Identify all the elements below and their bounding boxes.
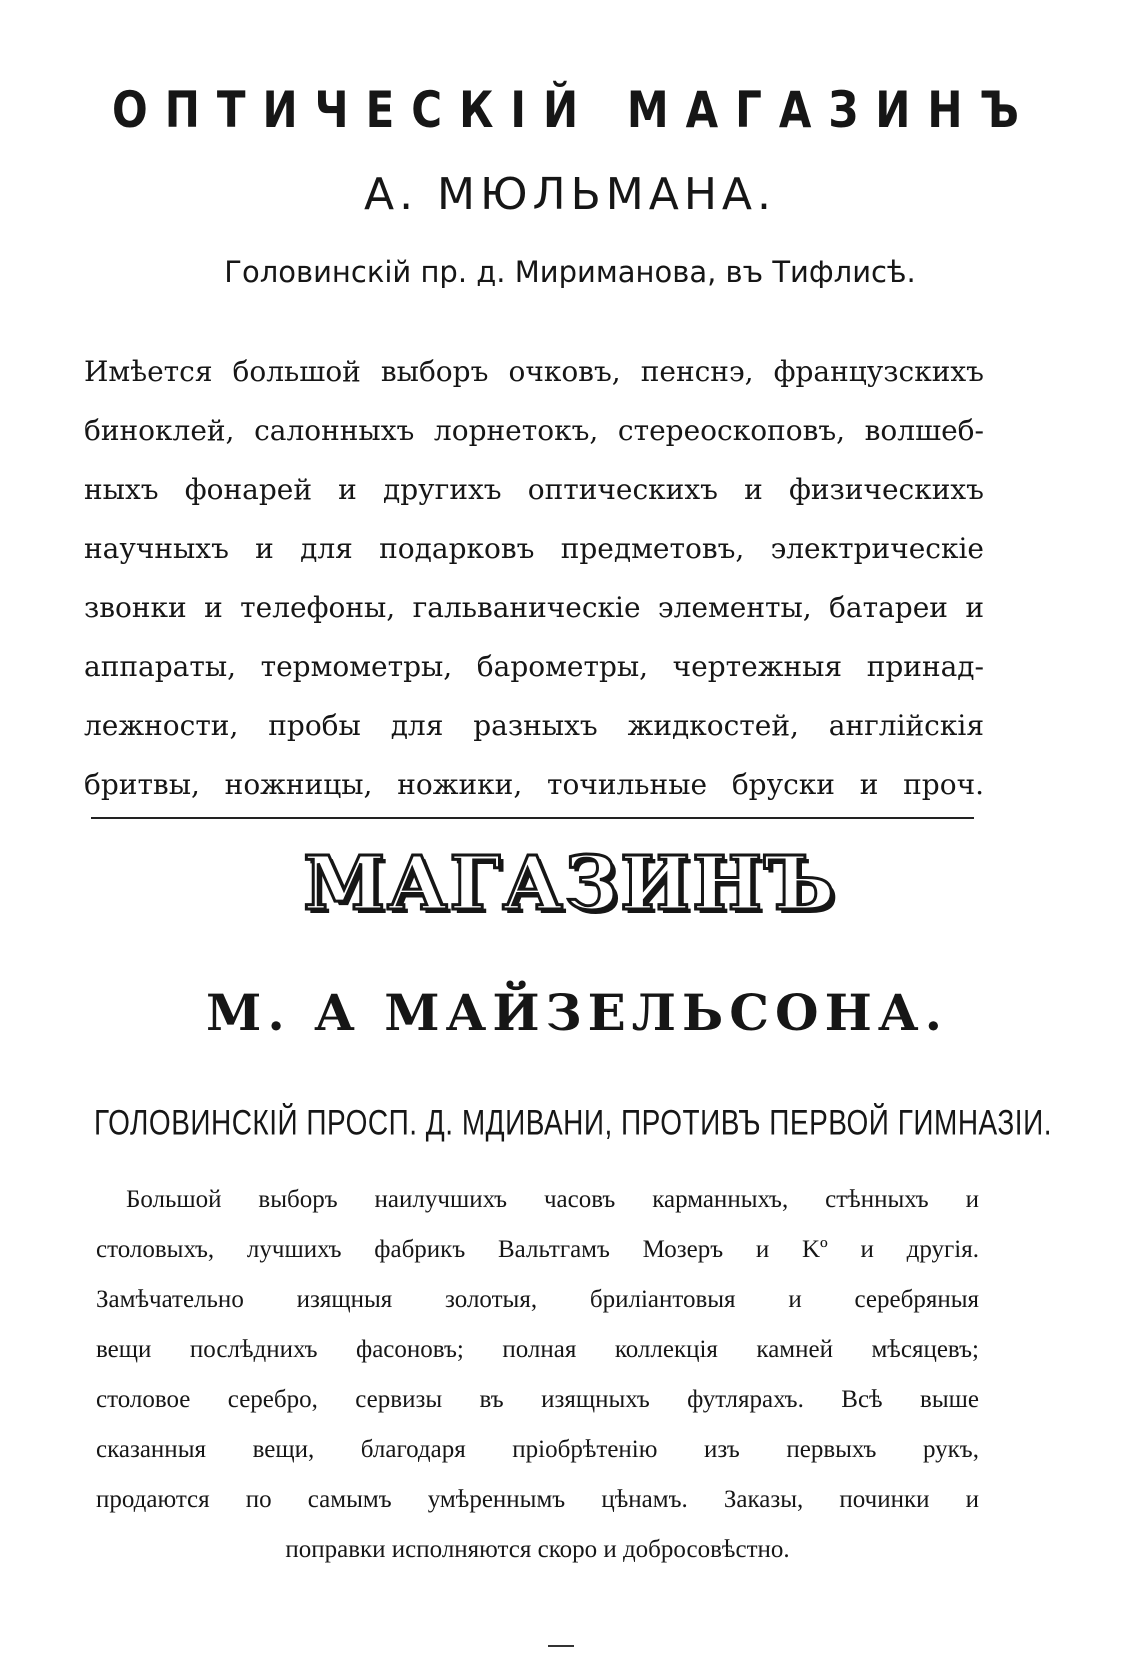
description-line: аппараты, термометры, барометры, чертежныя принад- xyxy=(84,650,984,683)
description-line: Замѣчательно изящныя золотыя, бриліантовыя и серебряныя xyxy=(96,1286,979,1313)
description-line: биноклей, салонныхъ лорнетокъ, стереоскоповъ, волшеб- xyxy=(84,414,984,447)
description-line: Большой выборъ наилучшихъ часовъ карманныхъ, стѣнныхъ и xyxy=(126,1186,979,1213)
section-divider xyxy=(91,817,974,819)
description-line: столовое серебро, сервизы въ изящныхъ футлярахъ. Всѣ выше xyxy=(96,1386,979,1413)
description-line: ныхъ фонарей и другихъ оптическихъ и физическихъ xyxy=(84,473,984,506)
description-line: вещи послѣднихъ фасоновъ; полная коллекція камней мѣсяцевъ; xyxy=(96,1336,979,1363)
description-line: продаются по самымъ умѣреннымъ цѣнамъ. Заказы, починки и xyxy=(96,1486,979,1513)
optical-shop-owner: А. МЮЛЬМАНА. xyxy=(363,169,777,220)
description-line: лежности, пробы для разныхъ жидкостей, англійскія xyxy=(84,709,984,742)
store-address: ГОЛОВИНСКІЙ ПРОСП. Д. МДИВАНИ, ПРОТИВЪ ПЕРВОЙ ГИМНАЗІИ. xyxy=(93,1103,1052,1142)
description-line: поправки исполняются скоро и добросовѣстно. xyxy=(285,1536,790,1563)
page-bottom-mark xyxy=(548,1645,574,1647)
store-heading: МАГАЗИНЪ xyxy=(303,841,837,927)
optical-shop-description xyxy=(84,342,984,814)
description-line: сказанныя вещи, благодаря пріобрѣтенію изъ первыхъ рукъ, xyxy=(96,1436,979,1463)
description-line: звонки и телефоны, гальваническіе элементы, батареи и xyxy=(84,591,984,624)
description-line: столовыхъ, лучшихъ фабрикъ Вальтгамъ Мозеръ и Kº и другія. xyxy=(96,1236,979,1263)
description-line: Имѣется большой выборъ очковъ, пенснэ, французскихъ xyxy=(84,355,984,388)
optical-shop-address: Головинскій пр. д. Мириманова, въ Тифлисѣ. xyxy=(224,255,916,289)
description-line: бритвы, ножницы, ножики, точильные бруски и проч. xyxy=(84,768,984,801)
store-owner: М. А МАЙЗЕЛЬСОНА. xyxy=(206,983,948,1042)
optical-shop-heading: ОПТИЧЕСКІЙ МАГАЗИНЪ xyxy=(111,81,1036,139)
store-description xyxy=(96,1175,979,1575)
description-line: научныхъ и для подарковъ предметовъ, электрическіе xyxy=(84,532,984,565)
